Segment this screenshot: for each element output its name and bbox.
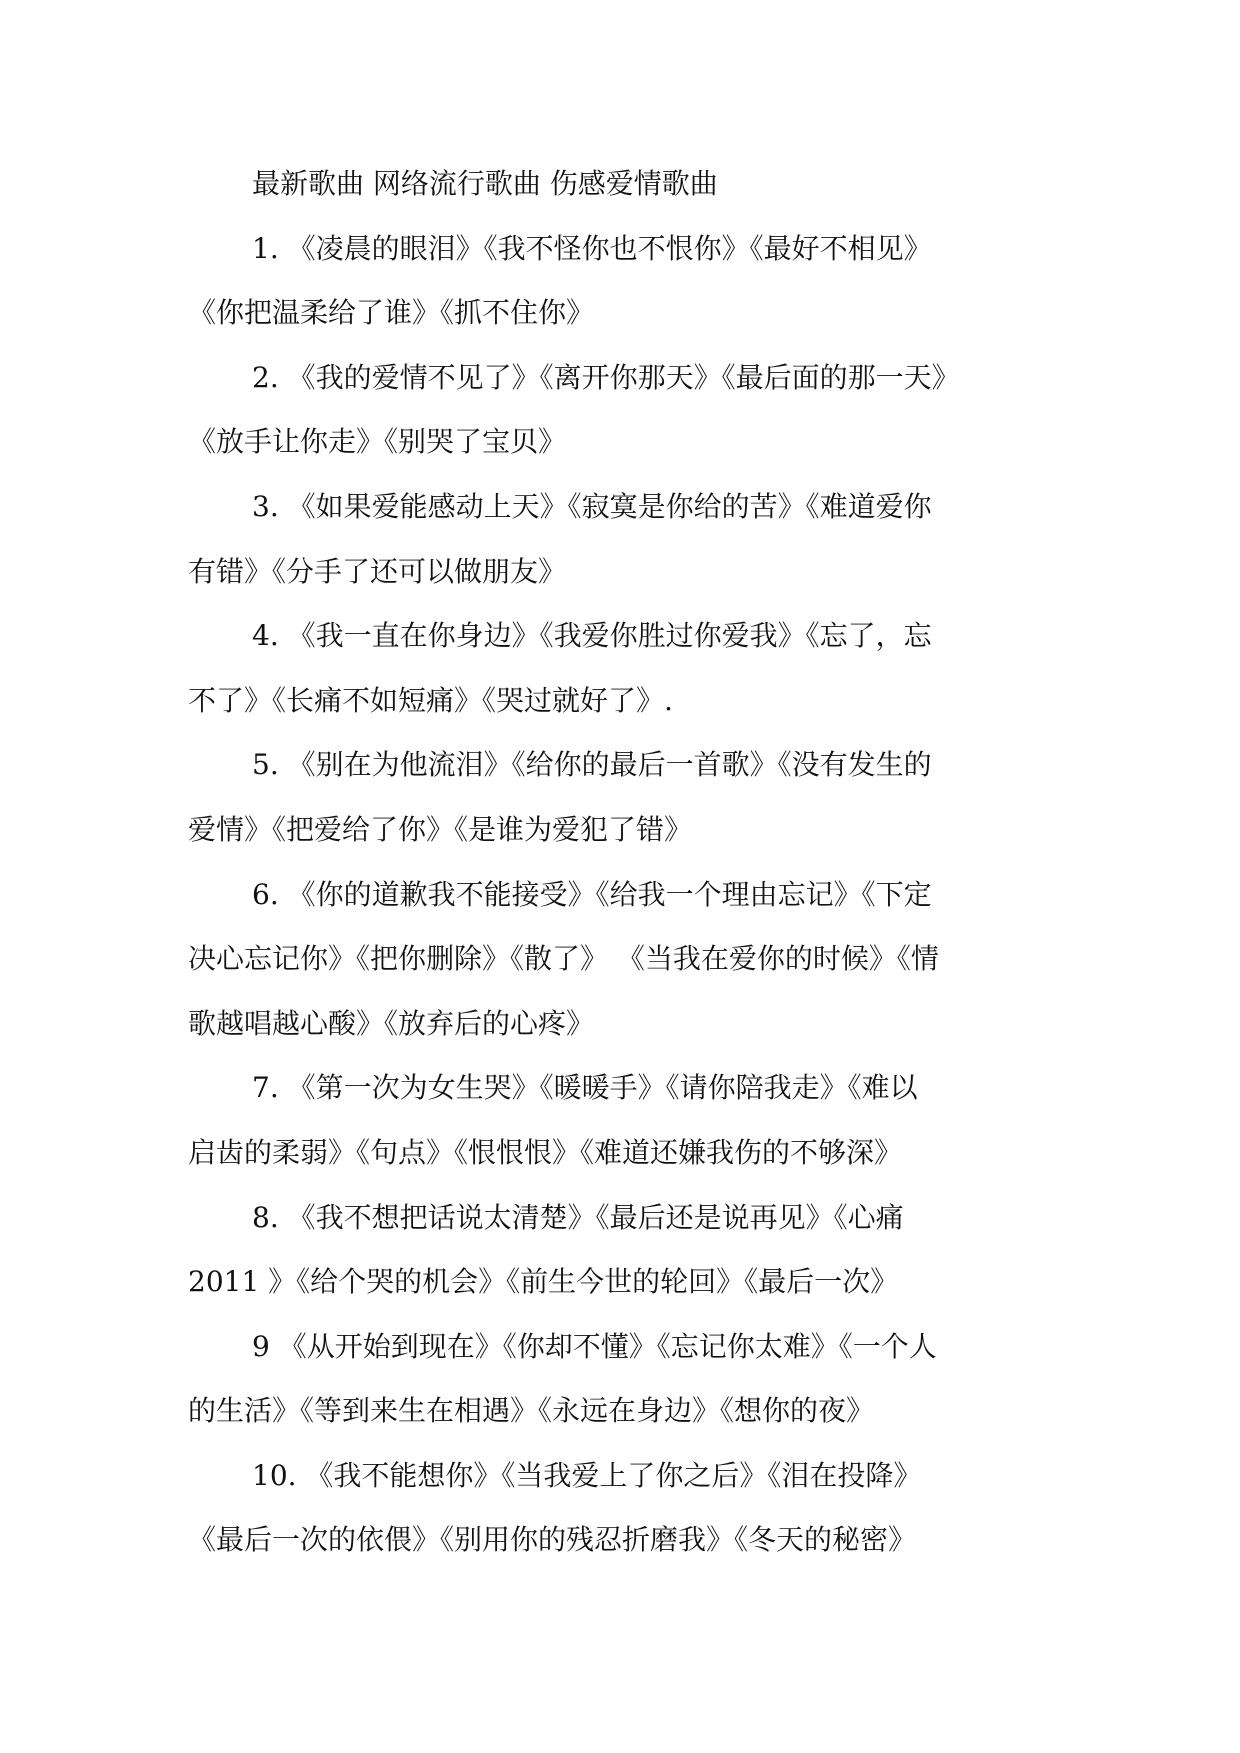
text-line: 的生活》《等到来生在相遇》《永远在身边》《想你的夜》: [188, 1394, 875, 1428]
text-line: 有错》《分手了还可以做朋友》: [188, 554, 567, 588]
text-line: 5. 《别在为他流泪》《给你的最后一首歌》《没有发生的: [252, 748, 932, 782]
text-line: 歌越唱越心酸》《放弃后的心疼》: [188, 1006, 595, 1040]
text-line: 6. 《你的道歉我不能接受》《给我一个理由忘记》《下定: [252, 877, 932, 911]
document-title: 最新歌曲 网络流行歌曲 伤感爱情歌曲: [252, 167, 718, 200]
text-line: 8. 《我不想把话说太清楚》《最后还是说再见》《心痛: [252, 1200, 904, 1234]
text-line: 2. 《我的爱情不见了》《离开你那天》《最后面的那一天》: [252, 360, 960, 394]
text-line: 启齿的柔弱》《句点》《恨恨恨》《难道还嫌我伤的不够深》: [188, 1135, 903, 1169]
text-line: 2011 》《给个哭的机会》《前生今世的轮回》《最后一次》: [188, 1265, 899, 1299]
text-line: 10. 《我不能想你》《当我爱上了你之后》《泪在投降》: [252, 1458, 922, 1492]
text-line: 4. 《我一直在你身边》《我爱你胜过你爱我》《忘了，忘: [252, 619, 932, 653]
text-line: 《你把温柔给了谁》《抓不住你》: [188, 296, 595, 330]
text-line: 《放手让你走》《别哭了宝贝》: [188, 425, 567, 459]
text-line: 决心忘记你》《把你删除》《散了》 《当我在爱你的时候》《情: [188, 942, 939, 976]
text-line: 1. 《凌晨的眼泪》《我不怪你也不恨你》《最好不相见》: [252, 231, 932, 265]
text-line: 7. 《第一次为女生哭》《暖暖手》《请你陪我走》《难以: [252, 1071, 918, 1105]
text-line: 爱情》《把爱给了你》《是谁为爱犯了错》: [188, 812, 693, 846]
text-line: 不了》《长痛不如短痛》《哭过就好了》.: [188, 683, 673, 717]
text-line: 9 《从开始到现在》《你却不懂》《忘记你太难》《一个人: [252, 1329, 937, 1363]
text-line: 《最后一次的依偎》《别用你的残忍折磨我》《冬天的秘密》: [188, 1523, 917, 1557]
text-line: 3. 《如果爱能感动上天》《寂寞是你给的苦》《难道爱你: [252, 489, 932, 523]
document-body: [188, 152, 1060, 1573]
